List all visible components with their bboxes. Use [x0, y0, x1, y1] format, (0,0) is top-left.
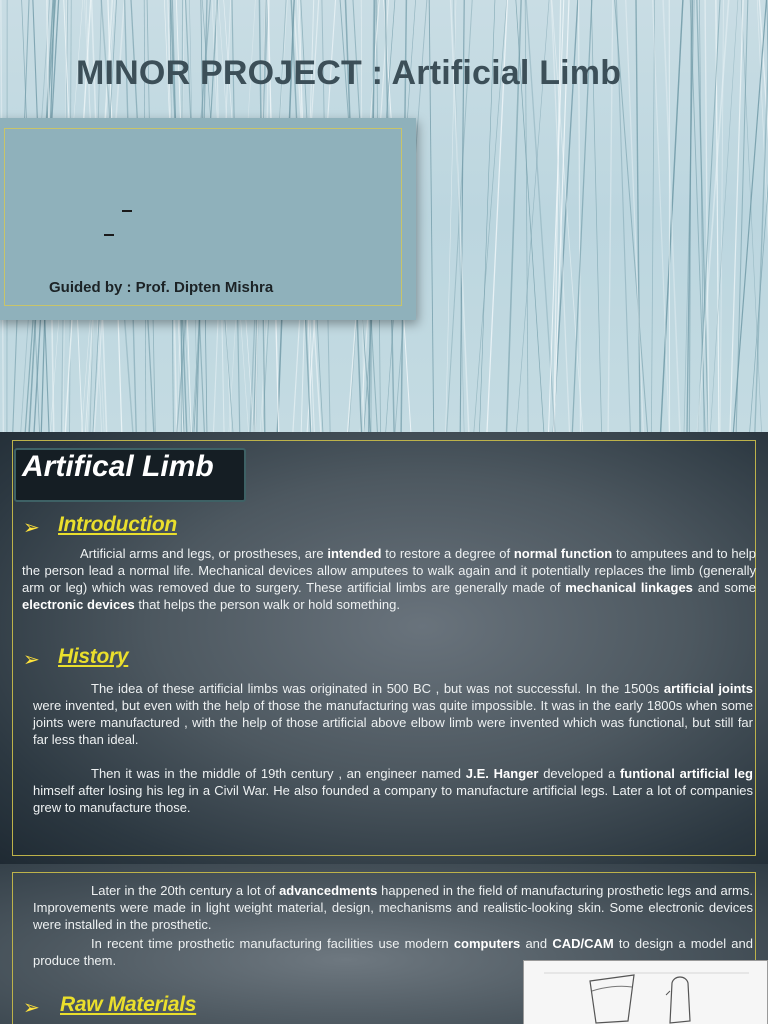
history-paragraph — [33, 882, 753, 933]
paragraph-text: developed a — [538, 766, 620, 781]
rain-line — [663, 0, 681, 432]
rain-line — [720, 0, 724, 432]
slide-continued — [0, 864, 768, 1024]
paragraph-text: to design a model and produce them. — [33, 936, 753, 968]
placeholder-dash — [104, 234, 114, 236]
section-heading-history: History — [58, 645, 129, 668]
history-paragraph — [33, 765, 753, 816]
rain-line — [730, 0, 744, 432]
bold-term: funtional artificial leg — [619, 766, 753, 781]
slide-title-heading: MINOR PROJECT : Artificial Limb — [76, 54, 622, 92]
paragraph-text: Later in the 20th century a lot of — [91, 883, 280, 898]
paragraph-text: were invented, but even with the help of those the manufacturing was quite impossible. It was in the early 1800s when some joints were manufactured , with the help of those artificial above elbow limb were invented which was functional, but still far far less than ideal. — [33, 698, 753, 747]
bold-term: intended — [327, 546, 382, 561]
rain-line — [651, 0, 654, 432]
paragraph-text: himself after losing his leg in a Civil War. He also founded a company to manufacture artificial legs. Later a lot of companies grew to manufacture those. — [33, 783, 753, 815]
rain-line — [652, 0, 669, 432]
paragraph-text: In recent time prosthetic manufacturing facilities use modern — [91, 936, 454, 951]
slide-artificial-limb — [0, 432, 768, 864]
paragraph-text: Then it was in the middle of 19th century , an engineer named — [91, 766, 466, 781]
bold-term: mechanical linkages — [565, 580, 693, 595]
section-heading-raw-materials: Raw Materials — [60, 993, 197, 1016]
bold-term: computers — [453, 936, 521, 951]
bold-term: CAD/CAM — [552, 936, 614, 951]
paragraph-text: Artificial arms and legs, or prostheses, are — [80, 546, 328, 561]
bold-term: electronic devices — [22, 597, 135, 612]
rain-line — [636, 0, 640, 432]
bold-term: advancedments — [279, 883, 378, 898]
paragraph-text: to amputees and to help the person lead a normal life. Mechanical devices allow amputees to walk again and it potentially replaces the limb (generally arm or leg) which was removed due to surgery. These artificial limbs are generally made of — [22, 546, 756, 595]
yellow-arrow-bullet-icon: ➢ — [23, 649, 40, 671]
history-paragraph — [33, 680, 753, 748]
prosthetic-sketch-image — [523, 960, 768, 1024]
introduction-paragraph — [22, 545, 756, 613]
guided-by-text: Guided by : Prof. Dipten Mishra — [49, 279, 274, 296]
rain-line — [733, 0, 768, 432]
yellow-arrow-bullet-icon: ➢ — [23, 997, 40, 1019]
bold-term: J.E. Hanger — [465, 766, 539, 781]
placeholder-dash — [122, 210, 132, 212]
paragraph-text: The idea of these artificial limbs was originated in 500 BC , but was not successful. In the 1500s — [91, 681, 664, 696]
bold-term: artificial joints — [663, 681, 753, 696]
rain-line — [741, 0, 762, 432]
paragraph-text: to restore a degree of — [381, 546, 514, 561]
section-heading-introduction: Introduction — [58, 513, 177, 536]
yellow-arrow-bullet-icon: ➢ — [23, 517, 40, 539]
bold-term: normal function — [513, 546, 613, 561]
slide-title — [0, 0, 768, 432]
prosthetic-sketch-drawing — [524, 961, 768, 1024]
paragraph-text: and — [520, 936, 553, 951]
paragraph-text: happened in the field of manufacturing prosthetic legs and arms. Improvements were made in light weight material, design, mechanisms and realistic-looking skin. Some electronic devices were installed in the prosthetic. — [33, 883, 753, 932]
paragraph-text: and some — [692, 580, 757, 595]
paragraph-text: that helps the person walk or hold something. — [134, 597, 400, 612]
slide-title-heading: Artifical Limb — [22, 450, 214, 483]
